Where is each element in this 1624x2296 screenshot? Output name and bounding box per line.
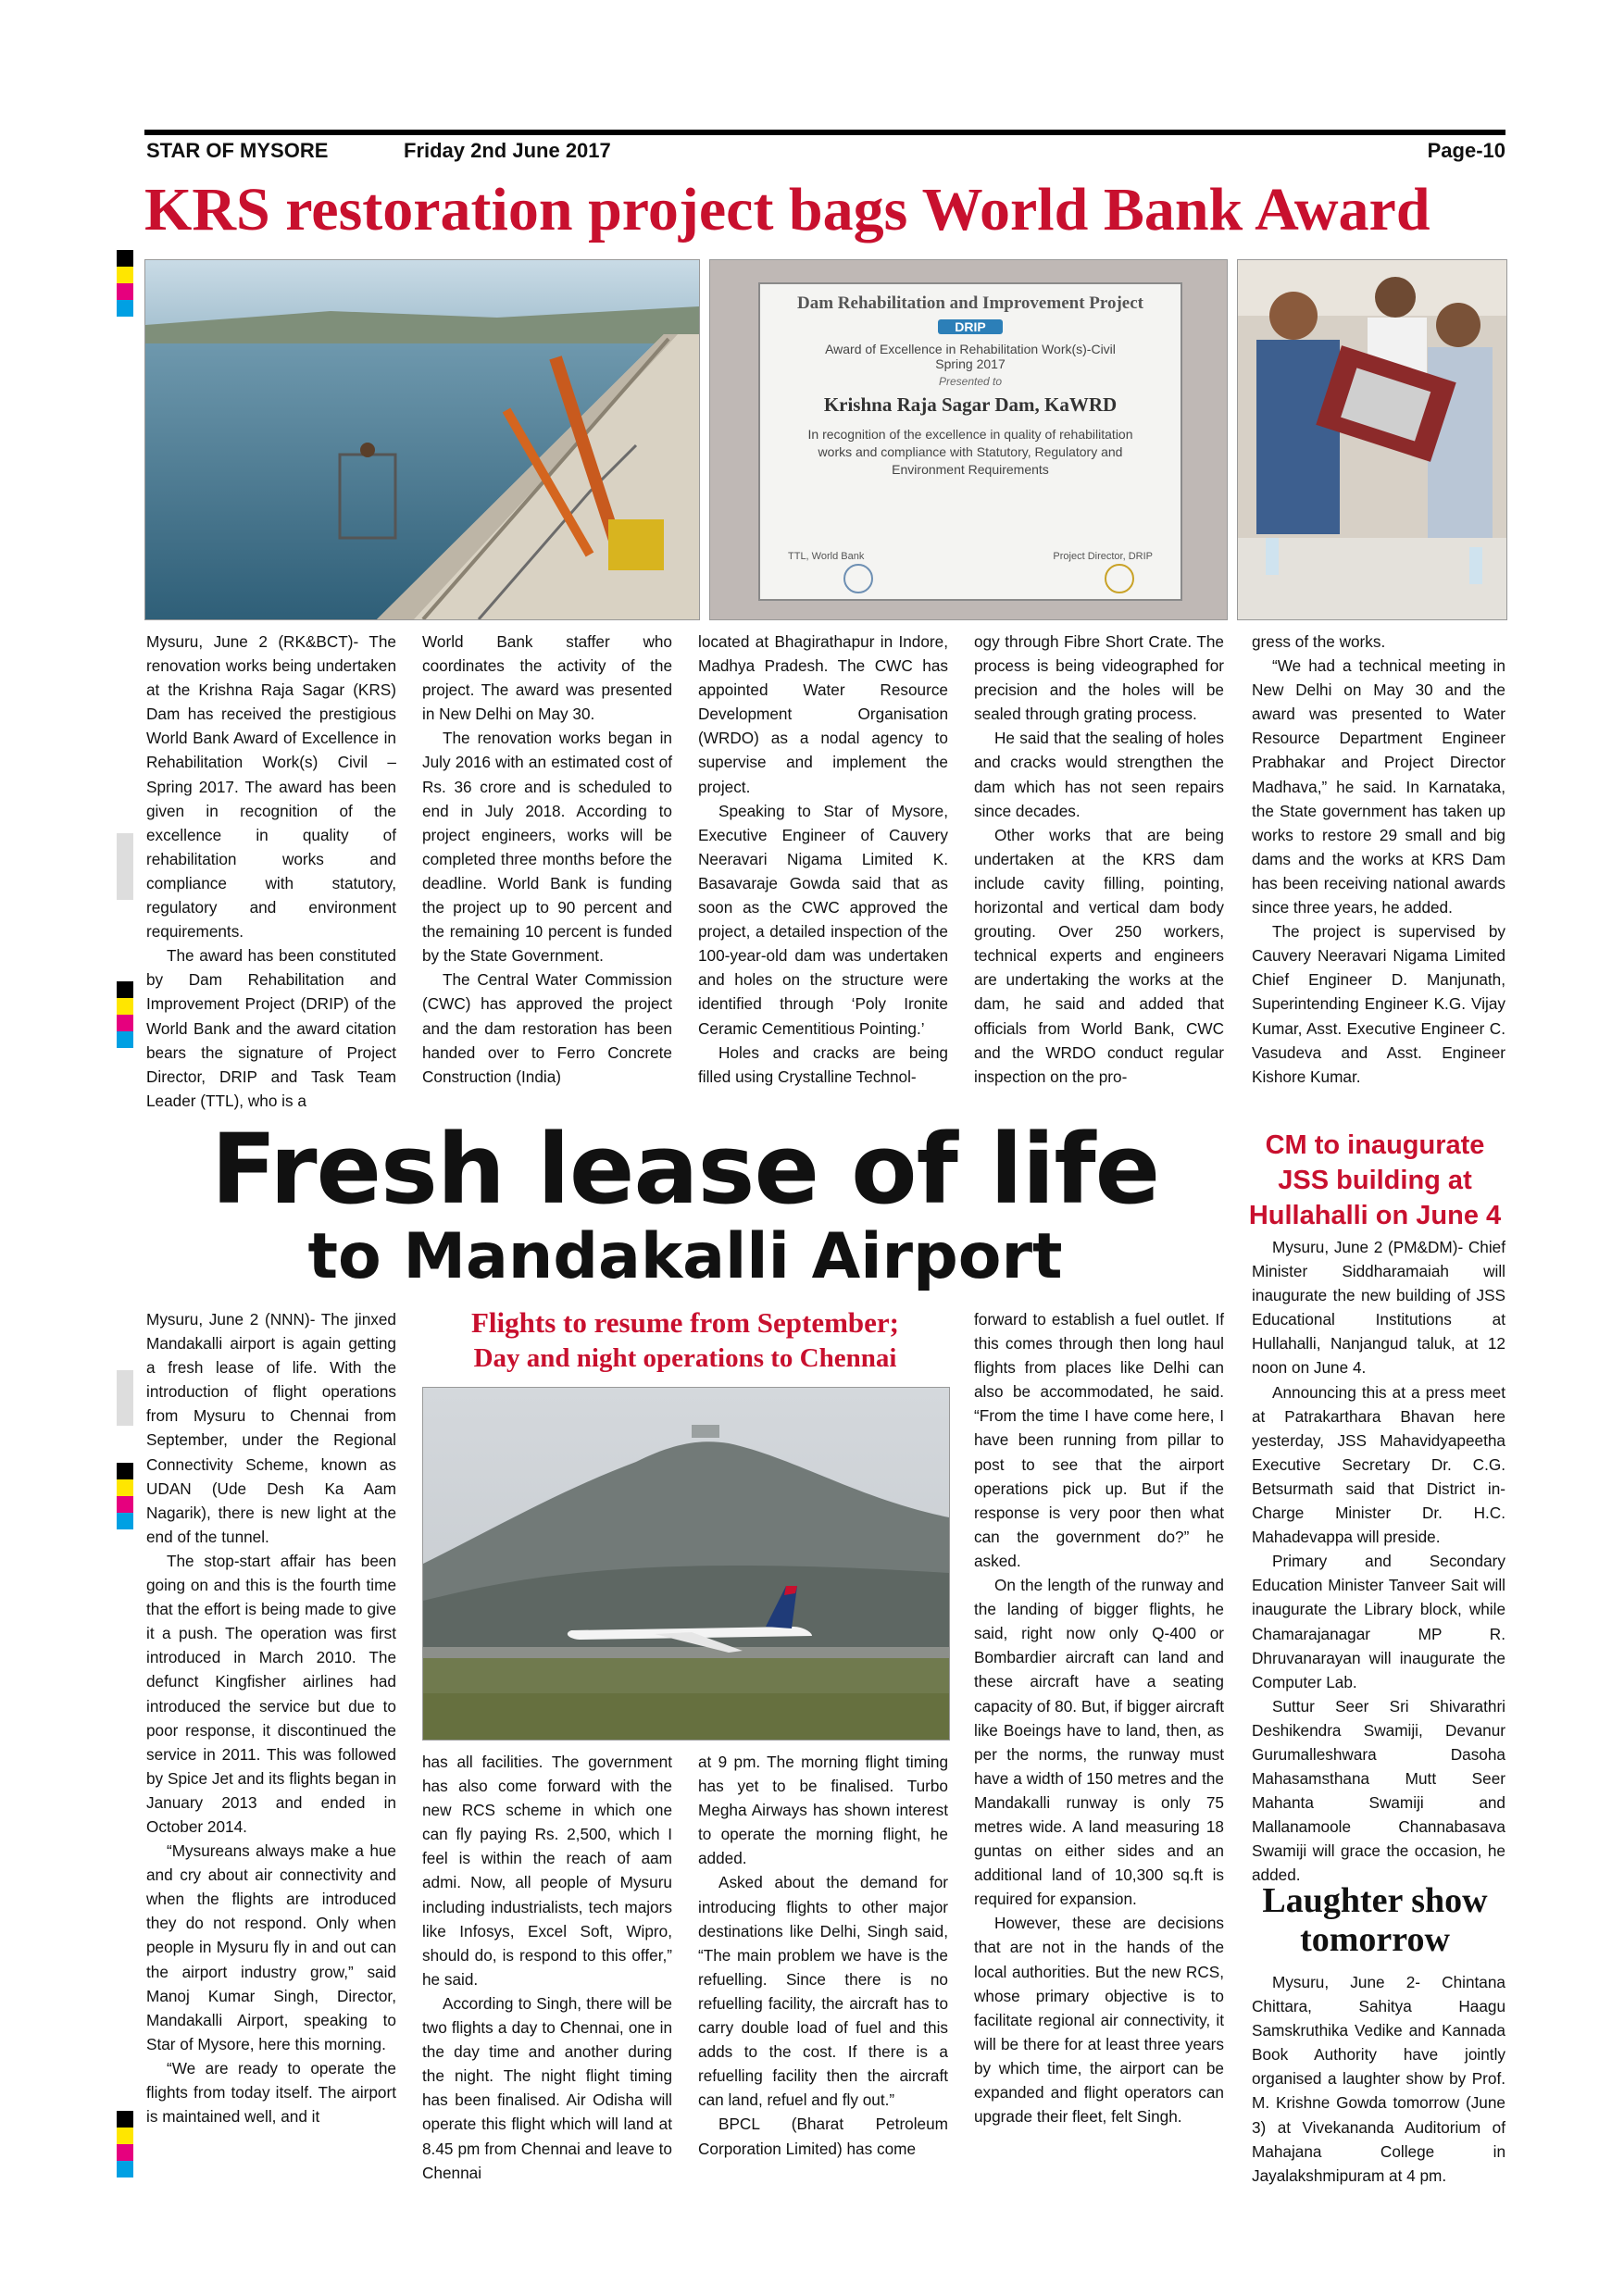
airport-column-1 — [146, 1307, 396, 2128]
airport-column-4 — [974, 1307, 1224, 2128]
krs-paragraph: The award has been constituted by Dam Rehabilitation and Improvement Project (DRIP) of the World Bank and the award citation bears the signature of Project Director, DRIP and Task Team Leader (TTL), who is a — [146, 946, 396, 1110]
krs-column-2 — [422, 630, 672, 1089]
laughter-paragraph: Mysuru, June 2- Chintana Chittara, Sahitya Haagu Samskruthika Vedike and Kannada Book Authority have jointly organised a laughter show by Prof. M. Krishne Gowda tomorrow (June 3) at Vivekananda Auditorium of Mahajana College in Jayalakshmipuram at 4 pm. — [1252, 1973, 1505, 2185]
certificate-title: Dam Rehabilitation and Improvement Project — [797, 293, 1143, 313]
drip-logo: DRIP — [938, 319, 1003, 334]
krs-paragraph: Mysuru, June 2 (RK&BCT)- The renovation works being undertaken at the Krishna Raja Sagar (KRS) Dam has received the prestigious World Bank Award of Excellence in Rehabilitation Work(s) Civil – Spring 2017. The award has been given in recognition of the excellence in quality of rehabilitation works and compliance with statutory, regulatory and environment requirements. — [146, 632, 396, 942]
airport-headline: Fresh lease of life — [210, 1113, 1160, 1226]
award-presentation-photo — [1237, 259, 1507, 620]
registration-marks — [117, 981, 133, 1048]
cm-story — [1252, 1235, 1505, 1888]
krs-paragraph: Holes and cracks are being filled using Crystalline Technol- — [698, 1042, 948, 1086]
paper-name: STAR OF MYSORE — [146, 139, 329, 162]
cm-paragraph: Mysuru, June 2 (PM&DM)- Chief Minister Siddharamaiah will inaugurate the new building of JSS Educational Institutions at Hullahalli, Nanjangud taluk, at 12 noon on June 4. — [1252, 1238, 1505, 1378]
airport-paragraph: “Mysureans always make a hue and cry about air connectivity and when the flights are introduced they do not respond. Only when people in Mysuru fly in and out can the airport industry grow,” said Manoj Kumar Singh, Director, Mandakalli Airport, speaking to Star of Mysore, here this morning. — [146, 1841, 396, 2053]
registration-marks — [117, 833, 133, 900]
cm-headline: CM to inaugurate JSS building at Hullahalli on June 4 — [1248, 1130, 1502, 1230]
signature-left: TTL, World Bank — [788, 551, 865, 562]
airport-paragraph: However, these are decisions that are not in the hands of the local authorities. But the new RCS, whose primary objective is to facilitate regional air connectivity, it will be there for at least three years by which time, the airport can be expanded and flight operators can upgrade their fleet, felt Singh. — [974, 1914, 1224, 2127]
krs-paragraph: The Central Water Commission (CWC) has approved the project and the dam restoration has been handed over to Ferro Concrete Construction (India) — [422, 970, 672, 1086]
drip-seal — [1105, 564, 1134, 593]
krs-paragraph: gress of the works. — [1252, 632, 1386, 651]
registration-marks — [117, 250, 133, 317]
krs-paragraph: Speaking to Star of Mysore, Executive Engineer of Cauvery Neeravari Nigama Limited K. Basavaraje Gowda said that as soon as the CWC approved the project, a detailed inspection of the 100-year-old dam was undertaken and holes on the structure were identified through ‘Poly Ironite Ceramic Cementitious Pointing.’ — [698, 801, 948, 1038]
airport-paragraph: Mysuru, June 2 (NNN)- The jinxed Mandakalli airport is again getting a fresh lease of life. With the introduction of flight operations from Mysuru to Chennai from September, under the Regional Connectivity Scheme, known as UDAN (Ude Desh Ka Aam Nagarik), there is new light at the end of the tunnel. — [146, 1310, 396, 1546]
krs-paragraph: World Bank staffer who coordinates the activity of the project. The award was presented in New Delhi on May 30. — [422, 632, 672, 724]
krs-column-3 — [698, 630, 948, 1089]
airport-subhead-1: Flights to resume from September; — [470, 1306, 900, 1339]
krs-column-4 — [974, 630, 1224, 1089]
krs-paragraph: The renovation works began in July 2016 with an estimated cost of Rs. 36 crore and is scheduled to end in July 2018. According to project engineers, works will be completed three months before the deadline. World Bank is funding the project up to 90 percent and the remaining 10 percent is funded by the State Government. — [422, 729, 672, 966]
airport-subhead-2: Day and night operations to Chennai — [473, 1343, 897, 1373]
mandakalli-aircraft-photo — [422, 1387, 950, 1741]
cm-paragraph: Suttur Seer Sri Shivarathri Deshikendra Swamiji, Devanur Gurumalleshwara Dasoha Mahasamsthana Mutt Seer Mahanta Swamiji and Mallanamoole Channabasava Swamiji will grace the occasion, he added. — [1252, 1696, 1505, 1885]
certificate-recipient: Krishna Raja Sagar Dam, KaWRD — [823, 393, 1118, 416]
cm-paragraph: Announcing this at a press meet at Patrakarthara Bhavan here yesterday, JSS Mahavidyapeetha Executive Secretary Dr. C.G. Betsurmath said that District in-Charge Minister Dr. H.C. Mahadevappa will preside. — [1252, 1382, 1505, 1547]
cm-paragraph: Primary and Secondary Education Minister Tanveer Sait will inaugurate the Library block, while Chamarajanagar MP R. Dhruvanarayan will inaugurate the Computer Lab. — [1252, 1552, 1505, 1691]
airport-column-3 — [698, 1750, 948, 2161]
certificate-award: Award of Excellence in Rehabilitation Work(s)-Civil — [825, 342, 1116, 356]
krs-paragraph: The project is supervised by Cauvery Neeravari Nigama Limited Chief Engineer D. Manjunath, Superintending Engineer K.G. Vijay Kumar, Asst. Executive Engineer C. Vasudeva and Asst. Engineer Kishore Kumar. — [1252, 922, 1505, 1086]
airport-paragraph: BPCL (Bharat Petroleum Corporation Limited) has come — [698, 2115, 948, 2158]
award-certificate-photo — [709, 259, 1228, 620]
krs-paragraph: Other works that are being undertaken at the KRS dam include cavity filling, pointing, horizontal and vertical dam body grouting. Over 250 workers, technical experts and engineers are undertaking the works at the dam, he said and added that officials from World Bank, CWC and the WRDO conduct regular inspection on the pro- — [974, 825, 1224, 1086]
krs-column-1 — [146, 630, 396, 1113]
certificate-citation: In recognition of the excellence in quality of rehabilitation works and compliance with Statutory, Regulatory and Environment Requirements — [807, 427, 1133, 477]
krs-paragraph: “We had a technical meeting in New Delhi on May 30 and the award was presented to Water Resource Department Engineer Prabhakar and Project Director Madhava,” he said. In Karnataka, the State government has taken up works to restore 29 small and big dams and the works at KRS Dam has been receiving national awards since three years, he added. — [1252, 656, 1505, 917]
registration-marks — [117, 1463, 133, 1529]
airport-paragraph: Asked about the demand for introducing flights to other major destinations like Delhi, Singh said, “The main problem we have is the refuelling. Since there is no refuelling facility, the aircraft has to carry double load of fuel and this adds to the cost. If there is a refuelling facility then the aircraft can land, refuel and fly out.” — [698, 1873, 948, 2110]
header-rule — [144, 130, 1505, 172]
registration-marks — [117, 1370, 133, 1426]
airport-column-2 — [422, 1750, 672, 2185]
airport-paragraph: The stop-start affair has been going on and this is the fourth time that the effort is being made to give it a push. The operation was first introduced in March 2010. The defunct Kingfisher airlines had introduced the service but due to poor response, it discontinued the service in 2011. This was followed by Spice Jet and its flights began in January 2013 and ended in October 2014. — [146, 1551, 396, 1836]
airport-headline-2: to Mandakalli Airport — [307, 1220, 1063, 1293]
issue-date: Friday 2nd June 2017 — [404, 139, 611, 162]
signature-right: Project Director, DRIP — [1053, 551, 1153, 562]
certificate-season: Spring 2017 — [935, 356, 1006, 371]
krs-column-5 — [1252, 630, 1505, 1089]
airport-paragraph: On the length of the runway and the landing of bigger flights, he said, right now only Q-400 or Bombardier aircraft can land and these aircraft have a seating capacity of 80. But, if bigger aircraft like Boeings have to land, then, as per the norms, the runway must have a width of 150 metres and the Mandakalli runway is only 75 metres wide. A land measuring 18 guntas on either sides and an additional land of 10,300 sq.ft is required for expansion. — [974, 1576, 1224, 1909]
world-bank-seal — [843, 564, 873, 593]
airport-paragraph: forward to establish a fuel outlet. If this comes through then long haul flights from places like Delhi can also be accommodated, he said. “From the time I have come here, I have been running from pillar to post to see that the airport operations pick up. But if the response is very poor then what can the government do?” he asked. — [974, 1310, 1224, 1570]
airport-paragraph: “We are ready to operate the flights from today itself. The airport is maintained well, and it — [146, 2058, 396, 2127]
krs-paragraph: located at Bhagirathapur in Indore, Madhya Pradesh. The CWC has appointed Water Resource Development Organisation (WRDO) as a nodal agency to supervise and implement the project. — [698, 632, 948, 796]
krs-paragraph: He said that the sealing of holes and cracks would strengthen the dam which has not seen repairs since decades. — [974, 729, 1224, 820]
krs-paragraph: ogy through Fibre Short Crate. The process is being videographed for precision and the holes will be sealed through grating process. — [974, 632, 1224, 724]
page-number: Page-10 — [1427, 139, 1505, 162]
laughter-story — [1252, 1970, 1505, 2188]
airport-paragraph: at 9 pm. The morning flight timing has yet to be finalised. Turbo Megha Airways has shown interest to operate the morning flight, he added. — [698, 1753, 948, 1868]
airport-paragraph: has all facilities. The government has also come forward with the new RCS scheme in which one can fly paying Rs. 2,500, which I feel is within the reach of aam admi. Now, all people of Mysuru including industrialists, tech majors like Infosys, Excel Soft, Wipro, should do, is respond to this offer,” he said. — [422, 1753, 672, 1989]
certificate-presented: Presented to — [938, 375, 1003, 388]
krs-headline: KRS restoration project bags World Bank Award — [144, 176, 1430, 243]
dam-works-photo — [144, 259, 700, 620]
airport-paragraph: According to Singh, there will be two flights a day to Chennai, one in the day time and another during the night. The night flight timing has been finalised. Air Odisha will operate this flight which will land at 8.45 pm from Chennai and leave to Chennai — [422, 1993, 672, 2182]
laughter-headline: Laughter show tomorrow — [1262, 1881, 1488, 1959]
registration-marks — [117, 2111, 133, 2177]
